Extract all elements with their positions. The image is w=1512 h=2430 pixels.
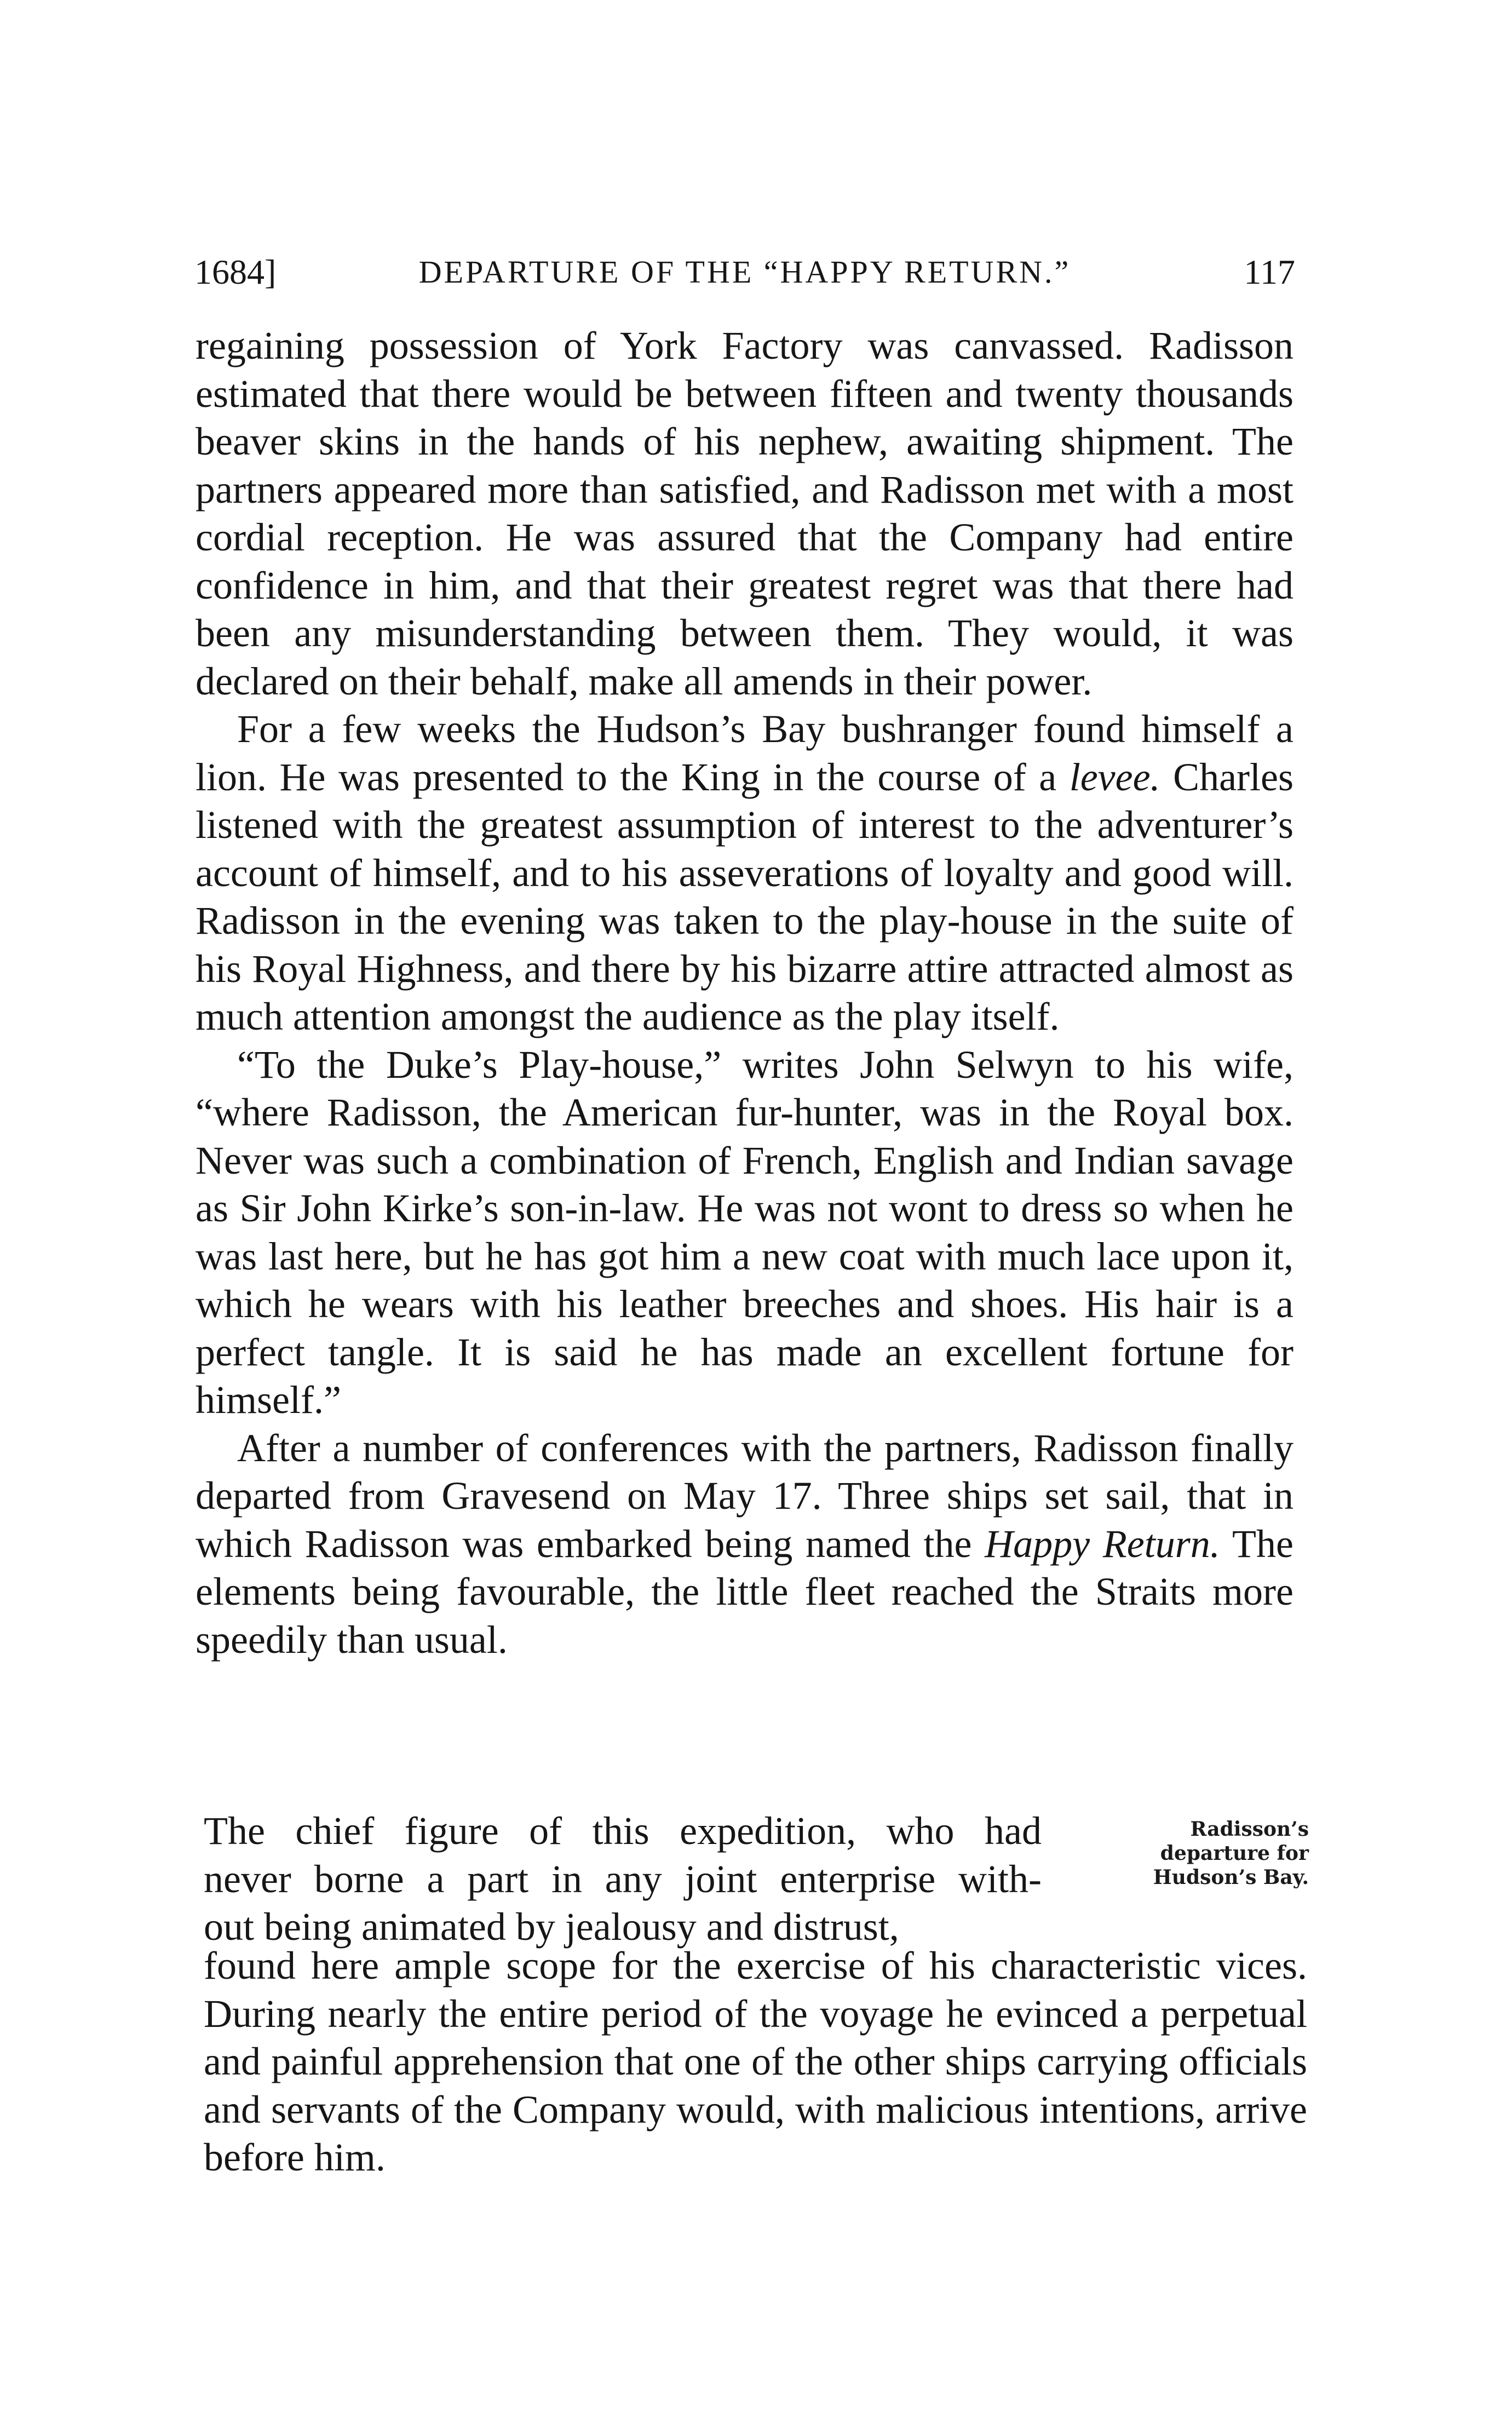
margin-note-line-1: Radisson’s xyxy=(1190,1818,1309,1841)
paragraph-1: regaining possession of York Factory was canvassed. Radisson estimated that there would be between fifteen and twenty thousands beaver skins in the hands of his nephew, awaiting shipment. The partners appeared more than satisfied, and Radisson met with a most cordial reception. He was assured that the Company had entire confidence in him, and that their greatest regret was that there had been any misunderstanding between them. They would, it was declared on their behalf, make all amends in their power. xyxy=(196,324,1293,703)
paragraph-5-line-3: out being animated by jealousy and distrust, xyxy=(204,1905,899,1949)
paragraph-5-beside-note xyxy=(204,1807,1042,1951)
page-number: 117 xyxy=(1244,252,1295,291)
running-header xyxy=(194,248,1295,297)
main-text-lower xyxy=(204,1942,1307,2182)
paragraph-4-italic: Happy Return. xyxy=(985,1521,1220,1566)
paragraph-4 xyxy=(196,1424,1293,1664)
paragraph-5-continued: found here ample scope for the exercise of his characteristic vices. During nearly the entire period of the voyage he evinced a perpetual and painful apprehension that one of the other ships carrying officials and servants of the Company would, with malicious intentions, arrive before him. xyxy=(204,1944,1307,2179)
paragraph-2-text-b: Charles listened with the greatest assumption of interest to the adventurer’s account of himself, and to his asseverations of loyalty and good will. Radisson in the evening was taken to the play-house in the suite of his Royal Highness, and there by his bizarre attire attracted almost as much attention amongst the audience as the play itself. xyxy=(196,755,1294,1038)
margin-note xyxy=(1079,1817,1309,1889)
paragraph-2-text-a: For a few weeks the Hudson’s Bay bushranger found himself a lion. He was presented to the King in the course of a xyxy=(196,707,1293,799)
main-text-upper xyxy=(196,322,1293,1664)
paragraph-4-text-b: The elements being favourable, the little fleet reached the Straits more speedily than usual. xyxy=(196,1521,1293,1662)
paragraph-3-quotation: “To the Duke’s Play-house,” writes John Selwyn to his wife, “where Radisson, the American fur-hunter, was in the Royal box. Never was such a combination of French, English and Indian savage as Sir John Kirke’s son-in-law. He was not wont to dress so when he was last here, but he has got him a new coat with much lace upon it, which he wears with his leather breeches and shoes. His hair is a perfect tangle. It is said he has made an excellent fortune for himself.” xyxy=(196,1042,1293,1422)
header-year: 1684] xyxy=(194,252,277,291)
paragraph-2 xyxy=(196,705,1293,1041)
header-title: DEPARTURE OF THE “HAPPY RETURN.” xyxy=(418,254,1071,290)
margin-note-line-3: Hudson’s Bay. xyxy=(1153,1866,1309,1889)
paragraph-2-italic: levee. xyxy=(1069,755,1160,799)
paragraph-5-line-2: never borne a part in any joint enterprise with- xyxy=(204,1857,1042,1901)
margin-note-line-2: departure for xyxy=(1160,1842,1309,1865)
paragraph-4-text-a: After a number of conferences with the partners, Radisson finally departed from Gravesend on May 17. Three ships set sail, that in which Radisson was embarked being named the xyxy=(196,1426,1293,1566)
paragraph-5-line-1: The chief figure of this expedition, who had xyxy=(204,1809,1042,1853)
